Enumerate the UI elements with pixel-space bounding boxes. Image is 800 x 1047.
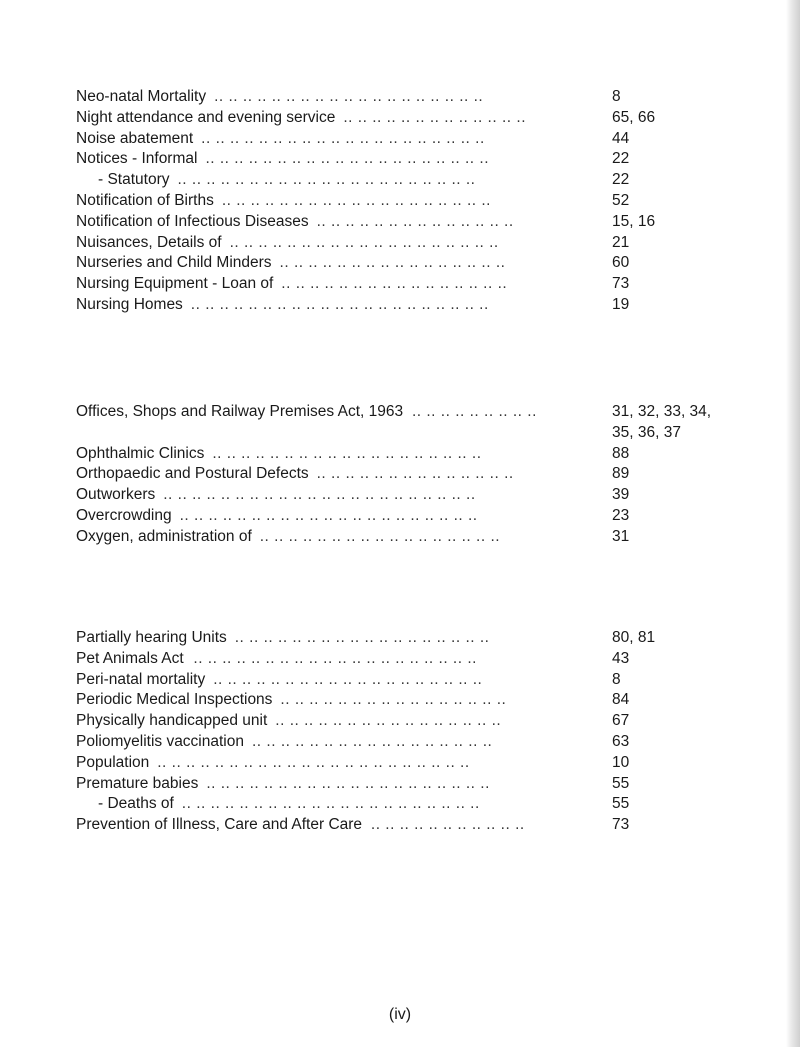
entry-label: Orthopaedic and Postural Defects <box>76 465 309 483</box>
dot-leader: .. .. .. .. .. .. .. .. .. .. .. .. .. .. .. .. .. .. .. .. <box>205 150 490 168</box>
entry-pages: 21 <box>612 233 630 251</box>
dot-leader: .. .. .. .. .. .. .. .. .. .. .. .. .. .. .. .. .. <box>251 732 493 750</box>
dot-leader: .. .. .. .. .. .. .. .. .. .. .. .. .. .. .. .. <box>275 712 502 730</box>
entry-pages: 73 <box>612 275 630 293</box>
entry-pages: 65, 66 <box>612 108 656 126</box>
entry-label: Partially hearing Units <box>76 629 227 646</box>
page-edge-shadow <box>786 0 800 1047</box>
entry-pages: 55 <box>612 774 630 792</box>
entry-label: Nuisances, Details of <box>76 233 222 251</box>
entry-label: Neo-natal Mortality <box>76 88 207 105</box>
entry-pages: 8 <box>612 88 621 105</box>
dot-leader: .. .. .. .. .. .. .. .. .. .. .. .. .. .. .. .. .. .. .. <box>214 88 484 105</box>
entry-pages: 60 <box>612 254 630 272</box>
entry-pages: 67 <box>612 712 630 730</box>
dot-leader: .. .. .. .. .. .. .. .. .. .. .. .. .. .. .. .. .. .. .. .. .. .. <box>157 753 470 771</box>
entry-pages: 44 <box>612 129 630 147</box>
dot-leader: .. .. .. .. .. .. .. .. .. .. .. .. .. .. .. .. .. .. .. <box>229 233 499 251</box>
entry-pages: 88 <box>612 444 630 462</box>
entry-label: - Statutory <box>98 171 170 189</box>
entry-label: Peri-natal mortality <box>76 670 206 688</box>
entry-pages: 23 <box>612 506 630 524</box>
dot-leader: .. .. .. .. .. .. .. .. .. .. .. .. .. .. .. .. .. .. .. .. <box>193 649 477 667</box>
dot-leader: .. .. .. .. .. .. .. .. .. .. .. <box>370 816 525 834</box>
entry-label: Notices - Informal <box>76 150 198 168</box>
entry-label: Offices, Shops and Railway Premises Act, 1963 <box>76 403 404 420</box>
entry-pages: 8 <box>612 670 621 688</box>
entry-label: Outworkers <box>76 486 156 504</box>
dot-leader: .. .. .. .. .. .. .. .. .. .. .. .. .. .. .. .. .. .. .. .. .. <box>177 171 476 189</box>
entry-pages: 55 <box>612 795 630 813</box>
entry-label: Notification of Infectious Diseases <box>76 212 309 230</box>
dot-leader: .. .. .. .. .. .. .. .. .. .. .. .. .. .. <box>316 212 514 230</box>
entry-pages-continued: 35, 36, 37 <box>612 423 681 441</box>
entry-pages: 31, 32, 33, 34, <box>612 403 712 420</box>
entry-label: Population <box>76 753 150 771</box>
dot-leader: .. .. .. .. .. .. .. .. .. .. .. .. .. .. .. .. .. .. .. .. .. <box>181 795 480 813</box>
dot-leader: .. .. .. .. .. .. .. .. .. .. .. .. .. .. .. .. .. .. .. .. <box>201 129 485 147</box>
entry-pages: 31 <box>612 527 630 545</box>
entry-label: - Deaths of <box>98 795 174 813</box>
dot-leader: .. .. .. .. .. .. .. .. .. .. .. .. .. .. .. .. <box>281 275 508 293</box>
entry-pages: 43 <box>612 649 630 667</box>
entry-pages: 84 <box>612 691 630 709</box>
dot-leader: .. .. .. .. .. .. .. .. .. .. .. .. .. .. .. .. .. .. <box>234 629 490 646</box>
entry-label: Nursing Homes <box>76 295 183 313</box>
dot-leader: .. .. .. .. .. .. .. .. .. .. .. .. .. .. .. .. .. .. .. <box>212 444 482 462</box>
entry-label: Notification of Births <box>76 191 214 209</box>
dot-leader: .. .. .. .. .. .. .. .. .. .. .. .. .. <box>343 108 527 126</box>
entry-label: Pet Animals Act <box>76 649 184 667</box>
entry-label: Oxygen, administration of <box>76 527 252 545</box>
dot-leader: .. .. .. .. .. .. .. .. .. .. .. .. .. .. .. .. .. .. .. .. .. <box>190 295 489 313</box>
entry-pages: 80, 81 <box>612 629 656 646</box>
entry-pages: 10 <box>612 753 630 771</box>
entry-label: Noise abatement <box>76 129 194 147</box>
dot-leader: .. .. .. .. .. .. .. .. .. .. .. .. .. .. .. .. .. .. .. <box>213 670 483 688</box>
entry-pages: 19 <box>612 295 630 313</box>
dot-leader: .. .. .. .. .. .. .. .. .. .. .. .. .. .. .. .. .. .. .. .. <box>206 774 490 792</box>
entry-label: Night attendance and evening service <box>76 108 336 126</box>
dot-leader: .. .. .. .. .. .. .. .. .. .. .. .. .. .. <box>316 465 514 483</box>
entry-pages: 89 <box>612 465 630 483</box>
dot-leader: .. .. .. .. .. .. .. .. .. <box>411 403 537 420</box>
dot-leader: .. .. .. .. .. .. .. .. .. .. .. .. .. .. .. .. <box>280 691 507 709</box>
entry-label: Ophthalmic Clinics <box>76 444 205 462</box>
dot-leader: .. .. .. .. .. .. .. .. .. .. .. .. .. .. .. .. .. <box>259 527 501 545</box>
entry-label: Periodic Medical Inspections <box>76 691 273 709</box>
entry-label: Prevention of Illness, Care and After Care <box>76 816 363 834</box>
entry-pages: 15, 16 <box>612 212 656 230</box>
entry-label: Premature babies <box>76 774 199 792</box>
page-number: (iv) <box>388 1006 412 1023</box>
entry-pages: 22 <box>612 150 630 168</box>
entry-pages: 52 <box>612 191 630 209</box>
dot-leader: .. .. .. .. .. .. .. .. .. .. .. .. .. .. .. .. .. .. .. .. .. <box>179 506 478 524</box>
dot-leader: .. .. .. .. .. .. .. .. .. .. .. .. .. .. .. .. <box>279 254 506 272</box>
entry-label: Overcrowding <box>76 506 172 524</box>
entry-pages: 63 <box>612 732 630 750</box>
entry-label: Nurseries and Child Minders <box>76 254 272 272</box>
entry-label: Physically handicapped unit <box>76 712 268 730</box>
entry-pages: 22 <box>612 171 630 189</box>
entry-pages: 73 <box>612 816 630 834</box>
entry-label: Poliomyelitis vaccination <box>76 732 244 750</box>
dot-leader: .. .. .. .. .. .. .. .. .. .. .. .. .. .. .. .. .. .. .. .. .. .. <box>163 486 476 504</box>
dot-leader: .. .. .. .. .. .. .. .. .. .. .. .. .. .. .. .. .. .. .. <box>221 191 491 209</box>
entry-pages: 39 <box>612 486 630 504</box>
entry-label: Nursing Equipment - Loan of <box>76 275 274 293</box>
